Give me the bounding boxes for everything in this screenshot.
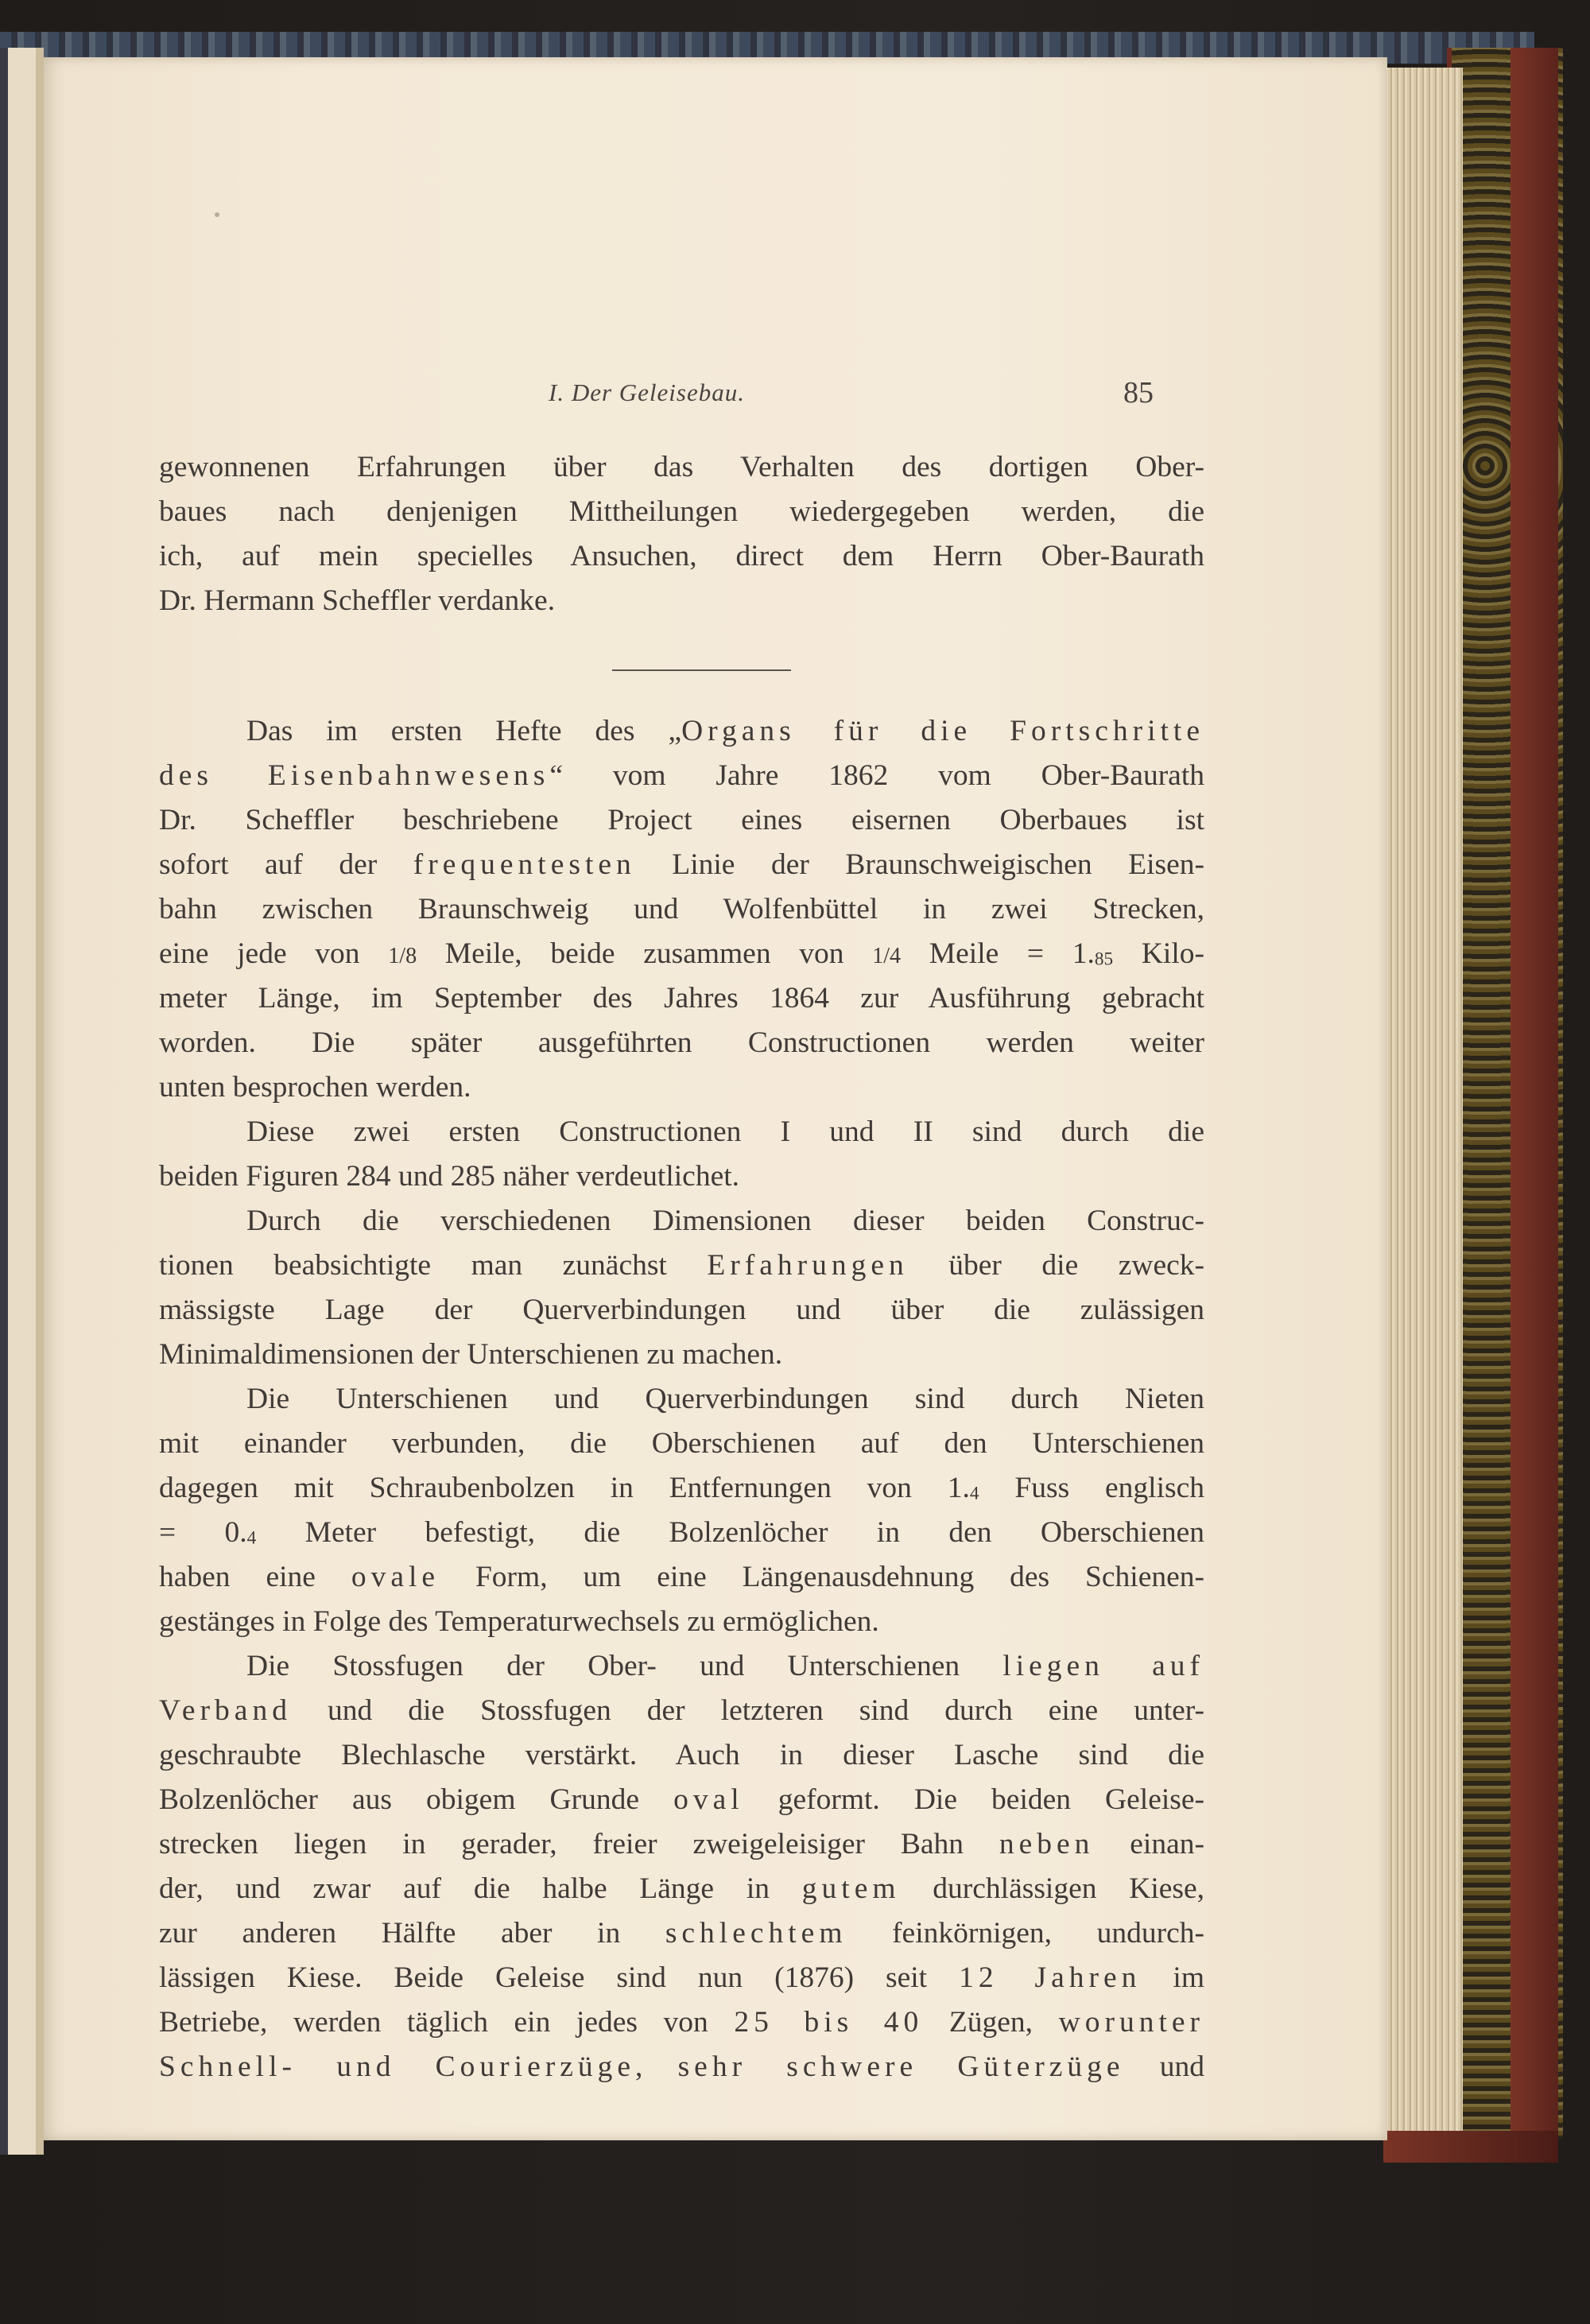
text-span: Die Stossfugen der Ober- und Unterschienen xyxy=(246,1650,1003,1682)
spaced-text: schlechtem xyxy=(665,1917,847,1950)
text-line: bahn zwischen Braunschweig und Wolfenbüttel in zwei Strecken, xyxy=(159,893,1204,925)
text-span: Kilo- xyxy=(1113,937,1204,970)
decimal-subscript: 4 xyxy=(246,1527,257,1549)
text-line xyxy=(159,1822,1204,1867)
text-span: Betriebe, werden täglich ein jedes von xyxy=(159,2006,735,2039)
text-span: Fuss englisch xyxy=(979,1472,1204,1504)
spaced-text: liegen auf xyxy=(1002,1650,1204,1682)
text-span: feinkörnigen, undurch- xyxy=(847,1917,1204,1950)
text-line xyxy=(159,1867,1204,1911)
text-line xyxy=(159,1911,1204,1956)
text-line xyxy=(159,2000,1204,2045)
page-block-edges xyxy=(1375,68,1463,2135)
spaced-text: oval xyxy=(673,1783,744,1816)
running-title: I. Der Geleisebau. xyxy=(549,378,745,406)
text-span: “ vom Jahre 1862 vom Ober-Baurath xyxy=(549,759,1204,792)
spaced-text: Organs für die Fortschritte xyxy=(681,715,1204,747)
text-line xyxy=(159,1956,1204,2000)
spaced-text: ovale xyxy=(351,1561,440,1593)
text-line: Dr. Hermann Scheffler verdanke. xyxy=(159,584,556,617)
text-span: tionen beabsichtigte man zunächst xyxy=(159,1249,708,1282)
text-line: Durch die verschiedenen Dimensionen dieser beiden Construc- xyxy=(246,1205,1204,1237)
text-line: beiden Figuren 284 und 285 näher verdeutlichet. xyxy=(159,1160,740,1193)
text-span: geformt. Die beiden Geleise- xyxy=(743,1783,1204,1816)
text-span: durchlässigen Kiese, xyxy=(900,1872,1205,1905)
text-line: Dr. Scheffler beschriebene Project eines eisernen Oberbaues ist xyxy=(159,804,1204,836)
spaced-text: Schnell- und Courierzüge xyxy=(159,2050,635,2083)
text-span: Das im ersten Hefte des „ xyxy=(246,715,682,747)
text-span: dagegen mit Schraubenbolzen in Entfernungen von 1. xyxy=(159,1472,970,1504)
text-line: mit einander verbunden, die Oberschienen auf den Unterschienen xyxy=(159,1427,1204,1460)
leather-binding-edge xyxy=(1510,48,1558,2139)
spaced-text: des Eisenbahnwesens xyxy=(159,759,550,792)
text-line xyxy=(159,1555,1204,1600)
text-span: = 0. xyxy=(159,1516,247,1549)
text-span: lässigen Kiese. Beide Geleise sind nun (1876) seit xyxy=(159,1961,960,1994)
text-line: baues nach denjenigen Mittheilungen wiedergegeben werden, die xyxy=(159,495,1204,528)
spaced-text: Verband xyxy=(159,1694,292,1727)
fraction: 1/8 xyxy=(388,944,417,968)
decimal-subscript: 85 xyxy=(1094,949,1114,970)
text-span: Meter befestigt, die Bolzenlöcher in den Oberschienen xyxy=(256,1516,1204,1549)
decimal-subscript: 4 xyxy=(969,1483,979,1504)
text-line xyxy=(159,932,1204,976)
text-line: unten besprochen werden. xyxy=(159,1071,471,1104)
facing-page-edge xyxy=(0,48,44,2155)
text-span: Form, um eine Längenausdehnung des Schienen- xyxy=(440,1561,1204,1593)
page-number: 85 xyxy=(1123,376,1154,409)
text-line: Die Unterschienen und Querverbindungen sind durch Nieten xyxy=(246,1383,1204,1415)
text-span: einan- xyxy=(1094,1828,1204,1860)
book-cover-bottom-corner xyxy=(1383,2131,1558,2163)
text-span: der, und zwar auf die halbe Länge in xyxy=(159,1872,802,1905)
text-line xyxy=(159,1778,1204,1822)
text-span: zur anderen Hälfte aber in xyxy=(159,1917,665,1950)
section-divider xyxy=(612,669,791,671)
spaced-text: Erfahrungen xyxy=(707,1249,909,1282)
text-span: , xyxy=(635,2050,678,2083)
text-line: ich, auf mein specielles Ansuchen, direct dem Herrn Ober-Baurath xyxy=(159,540,1204,572)
text-line xyxy=(159,843,1204,887)
text-line xyxy=(159,1243,1204,1288)
spaced-text: sehr schwere Güterzüge xyxy=(677,2050,1125,2083)
text-span: Bolzenlöcher aus obigem Grunde xyxy=(159,1783,674,1816)
text-line: worden. Die später ausgeführten Constructionen werden weiter xyxy=(159,1026,1204,1059)
text-span: über die zweck- xyxy=(908,1249,1204,1282)
text-line: mässigste Lage der Querverbindungen und über die zulässigen xyxy=(159,1294,1204,1326)
text-span: Linie der Braunschweigischen Eisen- xyxy=(635,848,1204,881)
spaced-text: gutem xyxy=(801,1872,901,1905)
text-span: sofort auf der xyxy=(159,848,413,881)
text-span: Meile = 1. xyxy=(901,937,1095,970)
running-head xyxy=(44,375,1387,423)
spaced-text: worunter xyxy=(1058,2006,1204,2039)
text-line xyxy=(159,709,1204,754)
text-span: und xyxy=(1124,2050,1204,2083)
text-line: Minimaldimensionen der Unterschienen zu machen. xyxy=(159,1338,783,1371)
text-line: Diese zwei ersten Constructionen I und II sind durch die xyxy=(246,1115,1204,1148)
text-span: und die Stossfugen der letzteren sind durch eine unter- xyxy=(291,1694,1204,1727)
text-span: im xyxy=(1141,1961,1204,1994)
text-line: gestänges in Folge des Temperaturwechsels zu ermöglichen. xyxy=(159,1605,879,1638)
text-span: haben eine xyxy=(159,1561,351,1593)
text-span: eine jede von xyxy=(159,937,389,970)
text-line xyxy=(159,1689,1204,1733)
spaced-text: neben xyxy=(999,1828,1095,1860)
text-line: geschraubte Blechlasche verstärkt. Auch in dieser Lasche sind die xyxy=(159,1739,1204,1771)
fraction: 1/4 xyxy=(872,944,902,968)
text-line xyxy=(159,1466,1204,1511)
text-span: Zügen, xyxy=(923,2006,1059,2039)
paper-speck xyxy=(215,212,219,217)
spaced-text: frequentesten xyxy=(413,848,636,881)
body-text xyxy=(159,445,1204,2089)
text-line: gewonnenen Erfahrungen über das Verhalten des dortigen Ober- xyxy=(159,451,1204,483)
text-line xyxy=(159,2045,1204,2089)
text-line xyxy=(159,1644,1204,1689)
spaced-text: 12 Jahren xyxy=(959,1961,1142,1994)
text-span: strecken liegen in gerader, freier zweigeleisiger Bahn xyxy=(159,1828,999,1860)
text-line xyxy=(159,754,1204,798)
book-page xyxy=(44,57,1387,2140)
text-span: Meile, beide zusammen von xyxy=(417,937,873,970)
text-line: meter Länge, im September des Jahres 1864 zur Ausführung gebracht xyxy=(159,982,1204,1015)
spaced-text: 25 bis 40 xyxy=(734,2006,924,2039)
text-line xyxy=(159,1511,1204,1555)
